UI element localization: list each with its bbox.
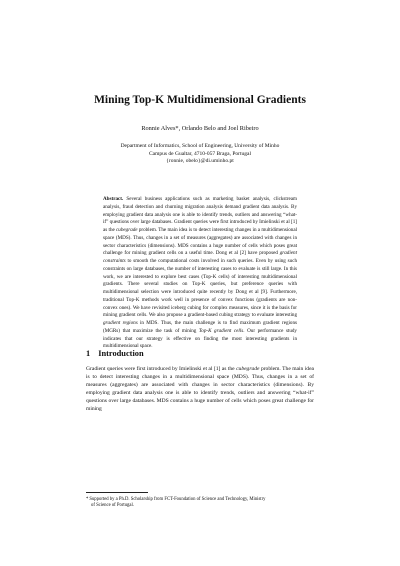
intro-keyword: cubegrade xyxy=(236,366,260,372)
abstract-keyword: cubegrade xyxy=(116,227,138,233)
abstract xyxy=(103,196,297,351)
section-heading xyxy=(86,349,144,359)
author-list: Ronnie Alves*, Orlando Belo and Joel Ribeiro xyxy=(141,125,259,132)
section-number: 1 xyxy=(86,349,91,358)
abstract-text: in MDS. Thus, the main challenge is to find maximum gradient regions (MGRs) that maximize the task of mining xyxy=(103,320,297,334)
section-title: Introduction xyxy=(98,349,144,358)
abstract-text: Several business applications such as marketing basket analysis, clickstream analysis, fraud detection and churning migration analysis demand gradient data analysis. By employing gradient data analysis one is able to identify trends, outliers and answering “what-if” questions over large databases. Gradient queries were first introduced by Imielinski et al [1] as the xyxy=(103,196,297,233)
abstract-text: . Our performance study indicates that our strategy is effective on finding the most interesting gradients in multidimensional space. xyxy=(103,327,297,350)
affiliation-address: Campus de Gualtar, 4710-057 Braga, Portugal xyxy=(149,150,251,157)
intro-text: problem. The main idea is to detect interesting changes in a multidimensional space (MDS). Thus, changes in a set of measures (aggregates) are associated with changes in sector characteristics (dimensions). By employing gradient data analysis one is able to identify trends, outliers and answering “what-if” questions over large databases. MDS contains a huge number of cells which poses great challenge for mining xyxy=(86,366,314,413)
footnote-mark: * xyxy=(86,497,89,502)
abstract-keyword: gradient regions xyxy=(103,320,138,326)
footnote-text: of Science of Portugal. xyxy=(91,503,134,509)
affiliation-department: Department of Informatics, School of Engineering, University of Minho xyxy=(120,143,280,149)
abstract-label: Abstract. xyxy=(103,196,124,202)
affiliation-block xyxy=(40,143,360,166)
footnote-text: Supported by a Ph.D. Scholarship from FCT-Foundation of Science and Technology, Ministry xyxy=(89,497,266,502)
intro-text: Gradient queries were first introduced by Imielinski et al [1] as the xyxy=(86,366,237,372)
abstract-text: to smooth the computational costs involved in such queries. Even by using such constraints on large databases, the number of interesting cases to evaluate is still large. In this work, we are interested to explore best cases (Top-K cells) of interesting multidimensional gradients. There several studies on Top-K queries, but preference queries with multidimensional selection were introduced quite recently by Dong et al [9]. Furthermore, traditional Top-K methods work well in presence of convex functions (gradients are non-convex ones). We have revisited iceberg cubing for complex measures, since it is the basis for mining gradient cells. We also propose a gradient-based cubing strategy to evaluate interesting xyxy=(103,258,297,319)
intro-paragraph xyxy=(86,365,314,414)
footnote-rule xyxy=(86,492,148,493)
footnote xyxy=(86,497,314,510)
abstract-text: problem. The main idea is to detect interesting changes in a multidimensional space (MDS). Thus, changes in a set of measures (aggregates) are associated with changes in sector characteristics (dimensions). MDS contains a huge number of cells which poses great challenge for mining gradient cells on a useful time. Dong et al [2] have proposed xyxy=(103,227,297,257)
abstract-keyword: Top-K gradient cells xyxy=(198,327,244,334)
paper-title: Mining Top-K Multidimensional Gradients xyxy=(94,94,306,106)
abstract-keyword: gradient constraints xyxy=(103,250,297,264)
affiliation-email: {ronnie, obelo}@di.uminho.pt xyxy=(166,158,234,164)
